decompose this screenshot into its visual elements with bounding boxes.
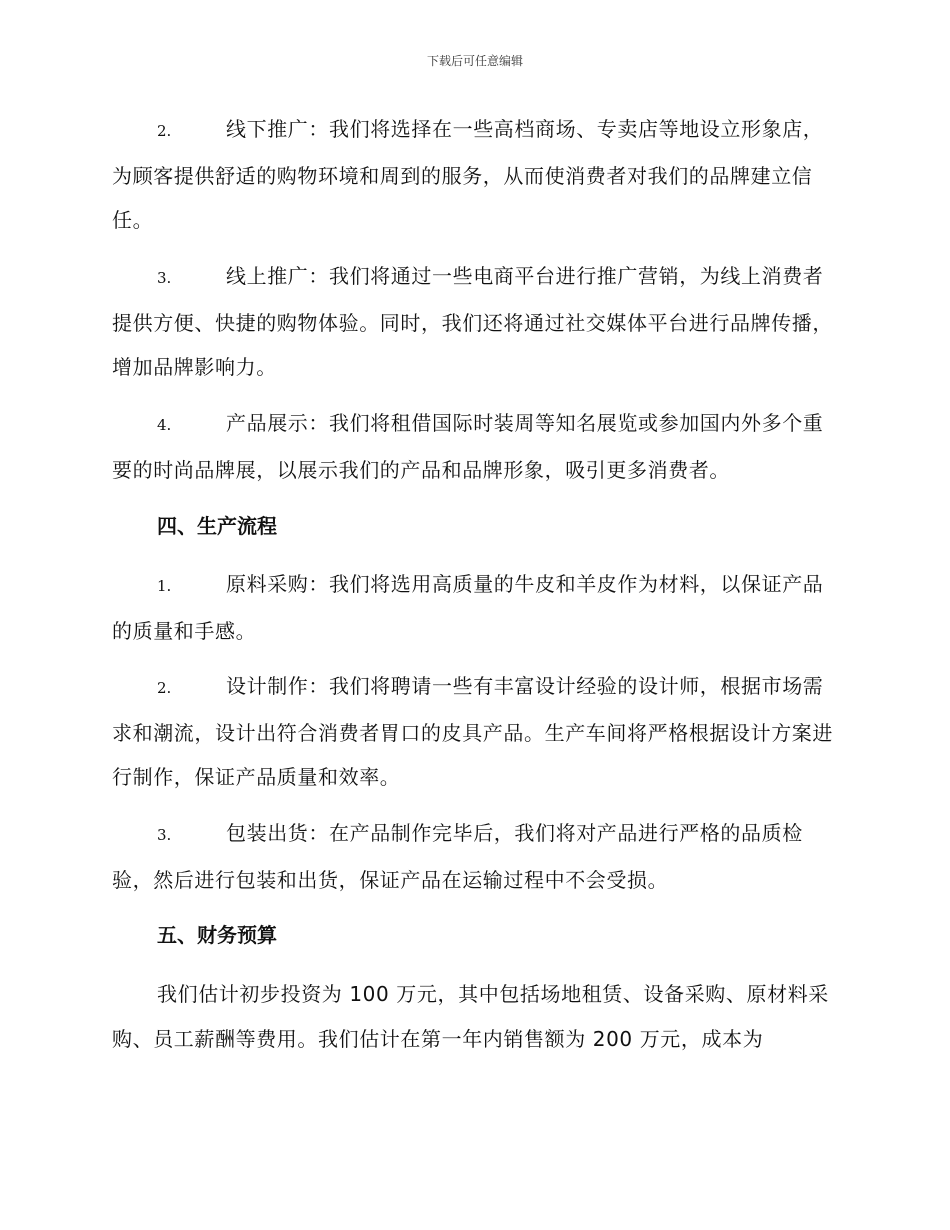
list-item-text: 产品展示：我们将租借国际时装周等知名展览或参加国内外多个重要的时尚品牌展，以展示我们的产品和品牌形象，吸引更多消费者。 bbox=[112, 411, 824, 482]
list-item-number: 4. bbox=[157, 416, 172, 434]
list-item-design bbox=[112, 664, 842, 800]
list-item-online-promotion bbox=[112, 254, 842, 390]
budget-paragraph: 我们估计初步投资为 100 万元，其中包括场地租赁、设备采购、原材料采购、员工薪酬等费用。我们估计在第一年内销售额为 200 万元，成本为 bbox=[112, 982, 829, 1051]
list-item-text: 线上推广：我们将通过一些电商平台进行推广营销，为线上消费者提供方便、快捷的购物体验。同时，我们还将通过社交媒体平台进行品牌传播，增加品牌影响力。 bbox=[112, 264, 833, 379]
list-item-packaging bbox=[112, 811, 842, 902]
list-item-number: 2. bbox=[157, 122, 172, 140]
list-item-number: 3. bbox=[157, 269, 172, 287]
section-heading-budget: 五、财务预算 bbox=[157, 923, 277, 947]
list-item-text: 线下推广：我们将选择在一些高档商场、专卖店等地设立形象店，为顾客提供舒适的购物环境和周到的服务，从而使消费者对我们的品牌建立信任。 bbox=[112, 117, 824, 232]
list-item-text: 包装出货：在产品制作完毕后，我们将对产品进行严格的品质检验，然后进行包装和出货，保证产品在运输过程中不会受损。 bbox=[112, 821, 803, 892]
list-item-offline-promotion bbox=[112, 107, 842, 243]
page-header: 下载后可任意编辑 bbox=[426, 54, 523, 68]
list-item-raw-materials bbox=[112, 562, 842, 653]
list-item-number: 3. bbox=[157, 826, 172, 844]
list-item-number: 2. bbox=[157, 679, 172, 697]
list-item-product-display bbox=[112, 401, 842, 492]
list-item-text: 原料采购：我们将选用高质量的牛皮和羊皮作为材料，以保证产品的质量和手感。 bbox=[112, 572, 824, 643]
list-item-text: 设计制作：我们将聘请一些有丰富设计经验的设计师，根据市场需求和潮流，设计出符合消费者胃口的皮具产品。生产车间将严格根据设计方案进行制作，保证产品质量和效率。 bbox=[112, 674, 833, 789]
list-item-number: 1. bbox=[157, 577, 172, 595]
section-heading-production: 四、生产流程 bbox=[157, 514, 277, 538]
